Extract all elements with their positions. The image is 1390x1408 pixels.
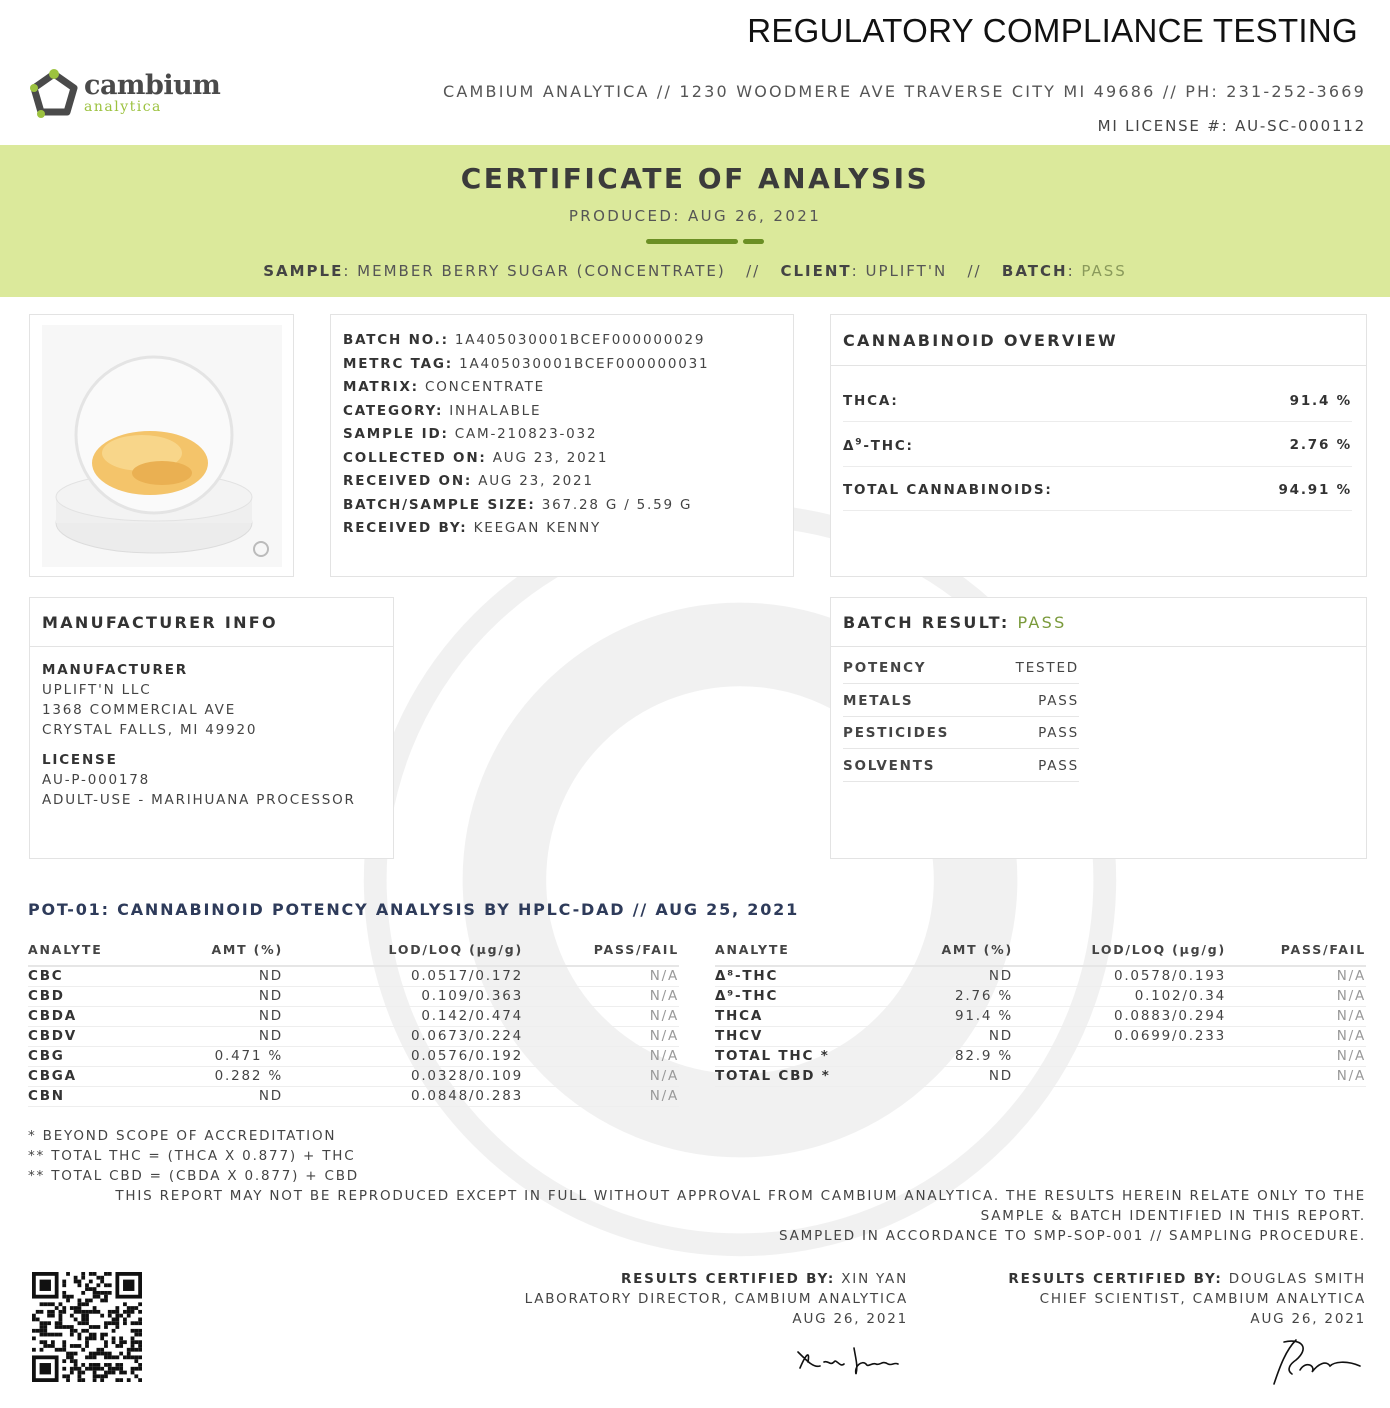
analyte-cell: TOTAL THC * — [715, 1046, 865, 1066]
cert-title: CHIEF SCIENTIST, CAMBIUM ANALYTICA — [1039, 1291, 1366, 1307]
amount-cell: ND — [865, 1026, 1013, 1046]
analyte-cell: Δ⁸-THC — [715, 966, 865, 986]
lod-loq-cell: 0.0848/0.283 — [283, 1086, 523, 1106]
amount-cell: ND — [865, 1066, 1013, 1086]
overview-value: 91.4 % — [1289, 393, 1352, 409]
sample-details-list — [343, 329, 781, 541]
lod-loq-cell — [1013, 1046, 1226, 1066]
disclaimer-line: SAMPLE & BATCH IDENTIFIED IN THIS REPORT. — [980, 1208, 1366, 1224]
amount-cell: 82.9 % — [865, 1046, 1013, 1066]
batch-result-value: PASS — [1038, 692, 1079, 709]
detail-row — [343, 517, 781, 541]
manufacturer-title: MANUFACTURER INFO — [42, 613, 278, 632]
col-amt: AMT (%) — [865, 940, 1013, 966]
client-value: : UPLIFT'N — [851, 262, 948, 280]
logo-subtitle: analytica — [84, 99, 162, 115]
manufacturer-info-card — [29, 597, 394, 859]
amount-cell: ND — [178, 1026, 283, 1046]
amount-cell: 0.282 % — [178, 1066, 283, 1086]
signature-xin-yan — [794, 1340, 904, 1380]
potency-table-right — [715, 940, 1366, 1087]
pass-fail-cell: N/A — [523, 1006, 679, 1026]
manufacturer-city: CRYSTAL FALLS, MI 49920 — [42, 722, 258, 738]
batch-result-card — [830, 597, 1367, 859]
sample-value: : MEMBER BERRY SUGAR (CONCENTRATE) — [343, 262, 726, 280]
cert-date: AUG 26, 2021 — [1250, 1311, 1366, 1327]
manufacturer-body — [42, 660, 356, 810]
client-label: CLIENT — [780, 262, 852, 280]
batch-result-row — [843, 758, 1079, 782]
detail-row — [343, 447, 781, 471]
analyte-cell: CBG — [28, 1046, 178, 1066]
detail-label: BATCH NO.: — [343, 332, 449, 348]
batch-result-row — [843, 693, 1079, 717]
table-row — [28, 1006, 679, 1026]
detail-row — [343, 353, 781, 377]
amount-cell: 0.471 % — [178, 1046, 283, 1066]
table-row — [28, 1026, 679, 1046]
table-row — [715, 986, 1366, 1006]
detail-label: RECEIVED ON: — [343, 473, 473, 489]
analyte-cell: TOTAL CBD * — [715, 1066, 865, 1086]
amount-cell: ND — [178, 966, 283, 986]
lod-loq-cell: 0.0328/0.109 — [283, 1066, 523, 1086]
lod-loq-cell — [1013, 1066, 1226, 1086]
detail-value: INHALABLE — [449, 402, 542, 419]
cert-name: DOUGLAS SMITH — [1228, 1271, 1366, 1287]
analyte-cell: CBDV — [28, 1026, 178, 1046]
potency-table-left — [28, 940, 679, 1107]
batch-result-status: PASS — [1017, 613, 1067, 632]
disclaimer-line: THIS REPORT MAY NOT BE REPRODUCED EXCEPT IN FULL WITHOUT APPROVAL FROM CAMBIUM ANALYTICA. THE RESULTS HEREIN RELATE ONLY TO THE — [115, 1188, 1366, 1204]
lod-loq-cell: 0.142/0.474 — [283, 1006, 523, 1026]
batch-status: PASS — [1081, 262, 1127, 280]
detail-value: 1A405030001BCEF000000029 — [454, 332, 706, 348]
sample-summary: SAMPLE: MEMBER BERRY SUGAR (CONCENTRATE) // CLIENT: UPLIFT'N // BATCH: PASS — [263, 262, 1127, 280]
batch-result-value: TESTED — [1015, 660, 1079, 676]
potency-title: POT-01: CANNABINOID POTENCY ANALYSIS BY HPLC-DAD // AUG 25, 2021 — [28, 900, 800, 919]
pass-fail-cell: N/A — [1226, 1006, 1366, 1026]
lab-license — [1098, 117, 1366, 135]
overview-title: CANNABINOID OVERVIEW — [843, 331, 1118, 350]
col-amt: AMT (%) — [178, 940, 283, 966]
amount-cell: 91.4 % — [865, 1006, 1013, 1026]
col-lod: LOD/LOQ (μg/g) — [1013, 940, 1226, 966]
footnotes — [28, 1126, 359, 1186]
divider-dash-small — [743, 239, 764, 244]
manufacturer-heading: MANUFACTURER — [42, 662, 188, 678]
produced-date: PRODUCED: AUG 26, 2021 — [568, 207, 822, 225]
analyte-cell: THCA — [715, 1006, 865, 1026]
pass-fail-cell: N/A — [1226, 1046, 1366, 1066]
detail-value: AUG 23, 2021 — [478, 473, 594, 489]
detail-value: 1A405030001BCEF000000031 — [459, 355, 710, 372]
pass-fail-cell: N/A — [523, 986, 679, 1006]
batch-result-key: PESTICIDES — [843, 725, 950, 741]
footnote: ** TOTAL CBD = (CBDA X 0.877) + CBD — [28, 1168, 359, 1184]
pass-fail-cell: N/A — [1226, 1026, 1366, 1046]
cambium-logo — [28, 66, 221, 126]
table-row — [715, 1046, 1366, 1066]
batch-result-key: METALS — [843, 692, 914, 709]
analyte-cell: CBC — [28, 966, 178, 986]
overview-row-thca — [843, 393, 1352, 422]
amount-cell: ND — [178, 1006, 283, 1026]
disclaimer — [46, 1186, 1366, 1246]
batch-result-row — [843, 725, 1079, 749]
col-passfail: PASS/FAIL — [523, 940, 679, 966]
lod-loq-cell: 0.109/0.363 — [283, 986, 523, 1006]
cert-label: RESULTS CERTIFIED BY: — [1008, 1271, 1223, 1287]
manufacturer-street: 1368 COMMERCIAL AVE — [42, 702, 237, 718]
lab-license-label: MI LICENSE #: — [1097, 117, 1229, 135]
overview-value: 94.91 % — [1278, 482, 1352, 498]
detail-row — [343, 470, 781, 494]
pass-fail-cell: N/A — [523, 1086, 679, 1106]
detail-row — [343, 494, 781, 518]
overview-row-total — [843, 482, 1352, 511]
amount-cell: ND — [178, 986, 283, 1006]
analyte-cell: CBGA — [28, 1066, 178, 1086]
certification-director — [525, 1269, 908, 1329]
table-row — [28, 1046, 679, 1066]
detail-value: AUG 23, 2021 — [492, 449, 609, 466]
detail-value: CONCENTRATE — [424, 379, 546, 395]
batch-result-key: SOLVENTS — [843, 757, 936, 774]
table-row — [28, 986, 679, 1006]
detail-label: SAMPLE ID: — [343, 426, 449, 442]
pass-fail-cell: N/A — [1226, 986, 1366, 1006]
overview-value: 2.76 % — [1289, 437, 1352, 453]
amount-cell: ND — [178, 1086, 283, 1106]
analyte-cell: Δ⁹-THC — [715, 986, 865, 1006]
pass-fail-cell: N/A — [1226, 1066, 1366, 1086]
detail-value: KEEGAN KENNY — [473, 520, 602, 536]
card-divider — [831, 365, 1366, 366]
sample-label: SAMPLE — [263, 262, 344, 280]
batch-result-key: POTENCY — [843, 660, 927, 676]
pass-fail-cell: N/A — [523, 1066, 679, 1086]
table-row — [715, 966, 1366, 986]
page-heading: REGULATORY COMPLIANCE TESTING — [747, 12, 1358, 49]
cert-label: RESULTS CERTIFIED BY: — [620, 1271, 836, 1287]
lod-loq-cell: 0.102/0.34 — [1013, 986, 1226, 1006]
certificate-band — [0, 145, 1390, 297]
license-type: ADULT-USE - MARIHUANA PROCESSOR — [42, 792, 356, 808]
pass-fail-cell: N/A — [523, 1046, 679, 1066]
col-lod: LOD/LOQ (μg/g) — [283, 940, 523, 966]
overview-label: $\Delta^9$-THC: — [843, 437, 914, 454]
certification-scientist — [1008, 1269, 1366, 1329]
license-number: AU-P-000178 — [42, 772, 151, 788]
table-row — [28, 1066, 679, 1086]
table-row — [715, 1006, 1366, 1026]
analyte-cell: CBN — [28, 1086, 178, 1106]
card-divider — [30, 646, 393, 647]
lab-license-value: AU-SC-000112 — [1235, 117, 1366, 135]
cert-title: LABORATORY DIRECTOR, CAMBIUM ANALYTICA — [524, 1291, 908, 1307]
table-row — [715, 1026, 1366, 1046]
cert-name: XIN YAN — [841, 1271, 908, 1287]
lod-loq-cell: 0.0578/0.193 — [1013, 966, 1226, 986]
footnote: ** TOTAL THC = (THCA X 0.877) + THC — [28, 1148, 356, 1164]
overview-label: THCA: — [843, 393, 899, 409]
table-row — [715, 1066, 1366, 1086]
sample-details-card — [330, 314, 794, 577]
detail-label: CATEGORY: — [343, 402, 444, 419]
lod-loq-cell: 0.0673/0.224 — [283, 1026, 523, 1046]
logo-wordmark: cambium — [84, 70, 221, 101]
col-analyte: ANALYTE — [715, 940, 865, 966]
lod-loq-cell: 0.0576/0.192 — [283, 1046, 523, 1066]
lab-address: CAMBIUM ANALYTICA // 1230 WOODMERE AVE TRAVERSE CITY MI 49686 // PH: 231-252-3669 — [443, 82, 1366, 101]
amount-cell: 2.76 % — [865, 986, 1013, 1006]
detail-label: METRC TAG: — [343, 355, 453, 372]
detail-label: COLLECTED ON: — [343, 449, 487, 466]
lod-loq-cell: 0.0517/0.172 — [283, 966, 523, 986]
lod-loq-cell: 0.0699/0.233 — [1013, 1026, 1226, 1046]
lod-loq-cell: 0.0883/0.294 — [1013, 1006, 1226, 1026]
amount-cell: ND — [865, 966, 1013, 986]
cert-date: AUG 26, 2021 — [792, 1311, 908, 1327]
batch-label: BATCH — [1001, 262, 1068, 280]
batch-result-value: PASS — [1038, 757, 1079, 774]
license-heading: LICENSE — [42, 752, 118, 768]
sample-jar-image — [42, 325, 282, 567]
manufacturer-name: UPLIFT'N LLC — [42, 682, 152, 698]
analyte-cell: CBDA — [28, 1006, 178, 1026]
col-passfail: PASS/FAIL — [1226, 940, 1366, 966]
batch-result-title: BATCH RESULT: PASS — [843, 613, 1067, 632]
overview-label: TOTAL CANNABINOIDS: — [843, 482, 1053, 498]
table-row — [28, 966, 679, 986]
table-row — [28, 1086, 679, 1106]
separator: // — [967, 262, 982, 280]
card-divider — [831, 646, 1366, 647]
detail-label: BATCH/SAMPLE SIZE: — [343, 496, 536, 513]
footnote: * BEYOND SCOPE OF ACCREDITATION — [28, 1128, 337, 1144]
col-analyte: ANALYTE — [28, 940, 178, 966]
separator: // — [746, 262, 761, 280]
detail-row — [343, 329, 781, 353]
detail-row — [343, 376, 781, 400]
detail-label: MATRIX: — [343, 379, 419, 395]
analyte-cell: CBD — [28, 986, 178, 1006]
detail-value: CAM-210823-032 — [454, 426, 598, 442]
analyte-cell: THCV — [715, 1026, 865, 1046]
qr-code[interactable] — [32, 1272, 142, 1382]
pass-fail-cell: N/A — [523, 966, 679, 986]
pass-fail-cell: N/A — [523, 1026, 679, 1046]
sample-photo-card — [29, 314, 294, 577]
pentagon-logo-icon — [28, 68, 80, 124]
detail-value: 367.28 G / 5.59 G — [541, 496, 693, 513]
divider-dash — [646, 239, 738, 244]
detail-row — [343, 400, 781, 424]
overview-row-d9-thc — [843, 437, 1352, 467]
detail-label: RECEIVED BY: — [343, 520, 468, 536]
detail-row — [343, 423, 781, 447]
batch-result-row — [843, 660, 1079, 684]
signature-douglas-smith — [1256, 1330, 1366, 1390]
pass-fail-cell: N/A — [1226, 966, 1366, 986]
coa-title: CERTIFICATE OF ANALYSIS — [460, 162, 930, 195]
cannabinoid-overview-card — [830, 314, 1367, 577]
disclaimer-line: SAMPLED IN ACCORDANCE TO SMP-SOP-001 // SAMPLING PROCEDURE. — [779, 1228, 1366, 1244]
batch-result-value: PASS — [1038, 725, 1079, 741]
